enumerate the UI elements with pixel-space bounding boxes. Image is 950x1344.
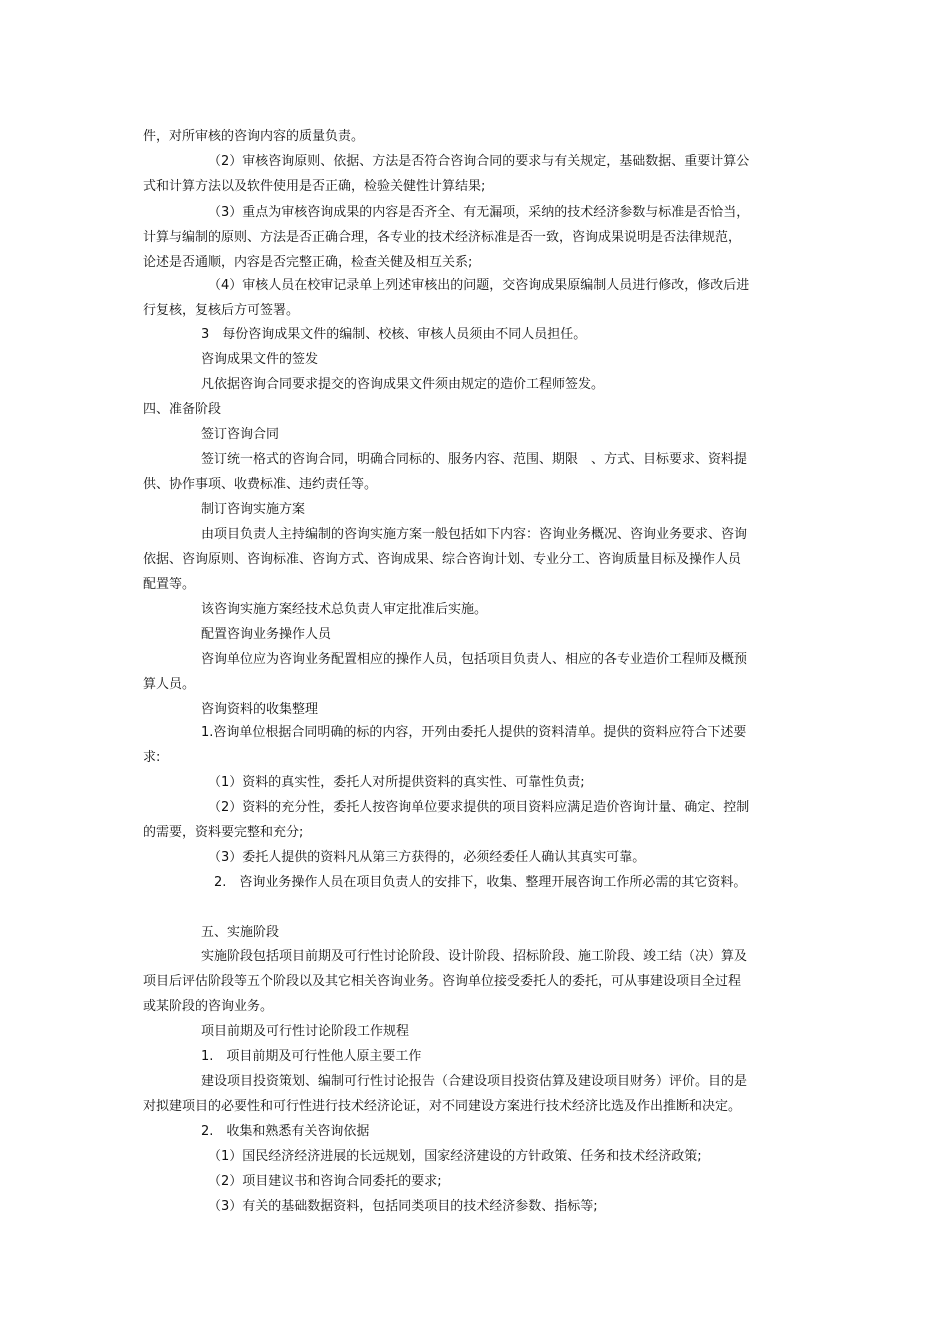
text-line: 该咨询实施方案经技术总负责人审定批准后实施。 xyxy=(201,602,488,617)
text-line: 依据、咨询原则、咨询标准、咨询方式、咨询成果、综合咨询计划、专业分工、咨询质量目标及操作人员 xyxy=(143,552,742,567)
text-line: 算人员。 xyxy=(143,677,196,692)
text-line: 签订统一格式的咨询合同，明确合同标的、服务内容、范围、期限 、方式、目标要求、资料提 xyxy=(201,452,748,467)
text-line: 求: xyxy=(143,750,161,765)
text-line: （3）有关的基础数据资料，包括同类项目的技术经济参数、指标等; xyxy=(208,1199,598,1214)
section-subheading: 签订咨询合同 xyxy=(201,427,280,442)
text-line: 2. 收集和熟悉有关咨询依据 xyxy=(201,1124,370,1139)
text-line: 件，对所审核的咨询内容的质量负责。 xyxy=(143,129,365,144)
text-line: （2）项目建议书和咨询合同委托的要求; xyxy=(208,1174,442,1189)
section-subheading: 咨询成果文件的签发 xyxy=(201,352,319,367)
text-line: 或某阶段的咨询业务。 xyxy=(143,999,274,1014)
text-line: 的需要，资料要完整和充分; xyxy=(143,825,304,840)
section-subheading: 配置咨询业务操作人员 xyxy=(201,627,332,642)
text-line: （2）资料的充分性，委托人按咨询单位要求提供的项目资料应满足造价咨询计量、确定、控制 xyxy=(208,800,750,815)
text-line: 供、协作事项、收费标准、违约责任等。 xyxy=(143,477,378,492)
text-line: （3）委托人提供的资料凡从第三方获得的，必须经委任人确认其真实可靠。 xyxy=(208,850,646,865)
section-heading: 五、实施阶段 xyxy=(201,925,280,940)
text-line: 项目后评估阶段等五个阶段以及其它相关咨询业务。咨询单位接受委托人的委托，可从事建设项目全过程 xyxy=(143,974,742,989)
text-line: 由项目负责人主持编制的咨询实施方案一般包括如下内容：咨询业务概况、咨询业务要求、咨询 xyxy=(201,527,748,542)
section-subheading: 项目前期及可行性讨论阶段工作规程 xyxy=(201,1024,410,1039)
text-line: 建设项目投资策划、编制可行性讨论报告（合建设项目投资估算及建设项目财务）评价。目的是 xyxy=(201,1074,748,1089)
text-line: 1. 项目前期及可行性他人原主要工作 xyxy=(201,1049,422,1064)
text-line: （1）资料的真实性，委托人对所提供资料的真实性、可靠性负责; xyxy=(208,775,585,790)
text-line: 式和计算方法以及软件使用是否正确，检验关健性计算结果; xyxy=(143,179,486,194)
text-line: （1）国民经济经济进展的长远规划，国家经济建设的方针政策、任务和技术经济政策; xyxy=(208,1149,702,1164)
text-line: 2. 咨询业务操作人员在项目负责人的安排下，收集、整理开展咨询工作所必需的其它资料。 xyxy=(214,875,747,890)
text-line: （3）重点为审核咨询成果的内容是否齐全、有无漏项，采纳的技术经济参数与标准是否恰当， xyxy=(208,205,750,220)
section-subheading: 咨询资料的收集整理 xyxy=(201,702,319,717)
text-line: 实施阶段包括项目前期及可行性讨论阶段、设计阶段、招标阶段、施工阶段、竣工结（决）算及 xyxy=(201,949,748,964)
text-line: 配置等。 xyxy=(143,577,196,592)
text-line: 凡依据咨询合同要求提交的咨询成果文件须由规定的造价工程师签发。 xyxy=(201,377,605,392)
text-line: 对拟建项目的必要性和可行性进行技术经济论证，对不同建设方案进行技术经济比选及作出推断和决定。 xyxy=(143,1099,742,1114)
text-line: 计算与编制的原则、方法是否正确合理，各专业的技术经济标准是否一致，咨询成果说明是否法律规范， xyxy=(143,230,742,245)
text-line: （2）审核咨询原则、依据、方法是否符合咨询合同的要求与有关规定，基础数据、重要计算公 xyxy=(208,154,750,169)
text-line: 3 每份咨询成果文件的编制、校核、审核人员须由不同人员担任。 xyxy=(201,327,587,342)
text-line: （4）审核人员在校审记录单上列述审核出的问题，交咨询成果原编制人员进行修改，修改后进 xyxy=(208,278,750,293)
text-line: 1.咨询单位根据合同明确的标的内容，开列由委托人提供的资料清单。提供的资料应符合下述要 xyxy=(201,725,747,740)
text-line: 咨询单位应为咨询业务配置相应的操作人员，包括项目负责人、相应的各专业造价工程师及概预 xyxy=(201,652,748,667)
text-line: 行复核，复核后方可签署。 xyxy=(143,303,300,318)
section-subheading: 制订咨询实施方案 xyxy=(201,502,306,517)
section-heading: 四、准备阶段 xyxy=(143,402,222,417)
text-line: 论述是否通顺，内容是否完整正确，检查关健及相互关系; xyxy=(143,255,473,270)
